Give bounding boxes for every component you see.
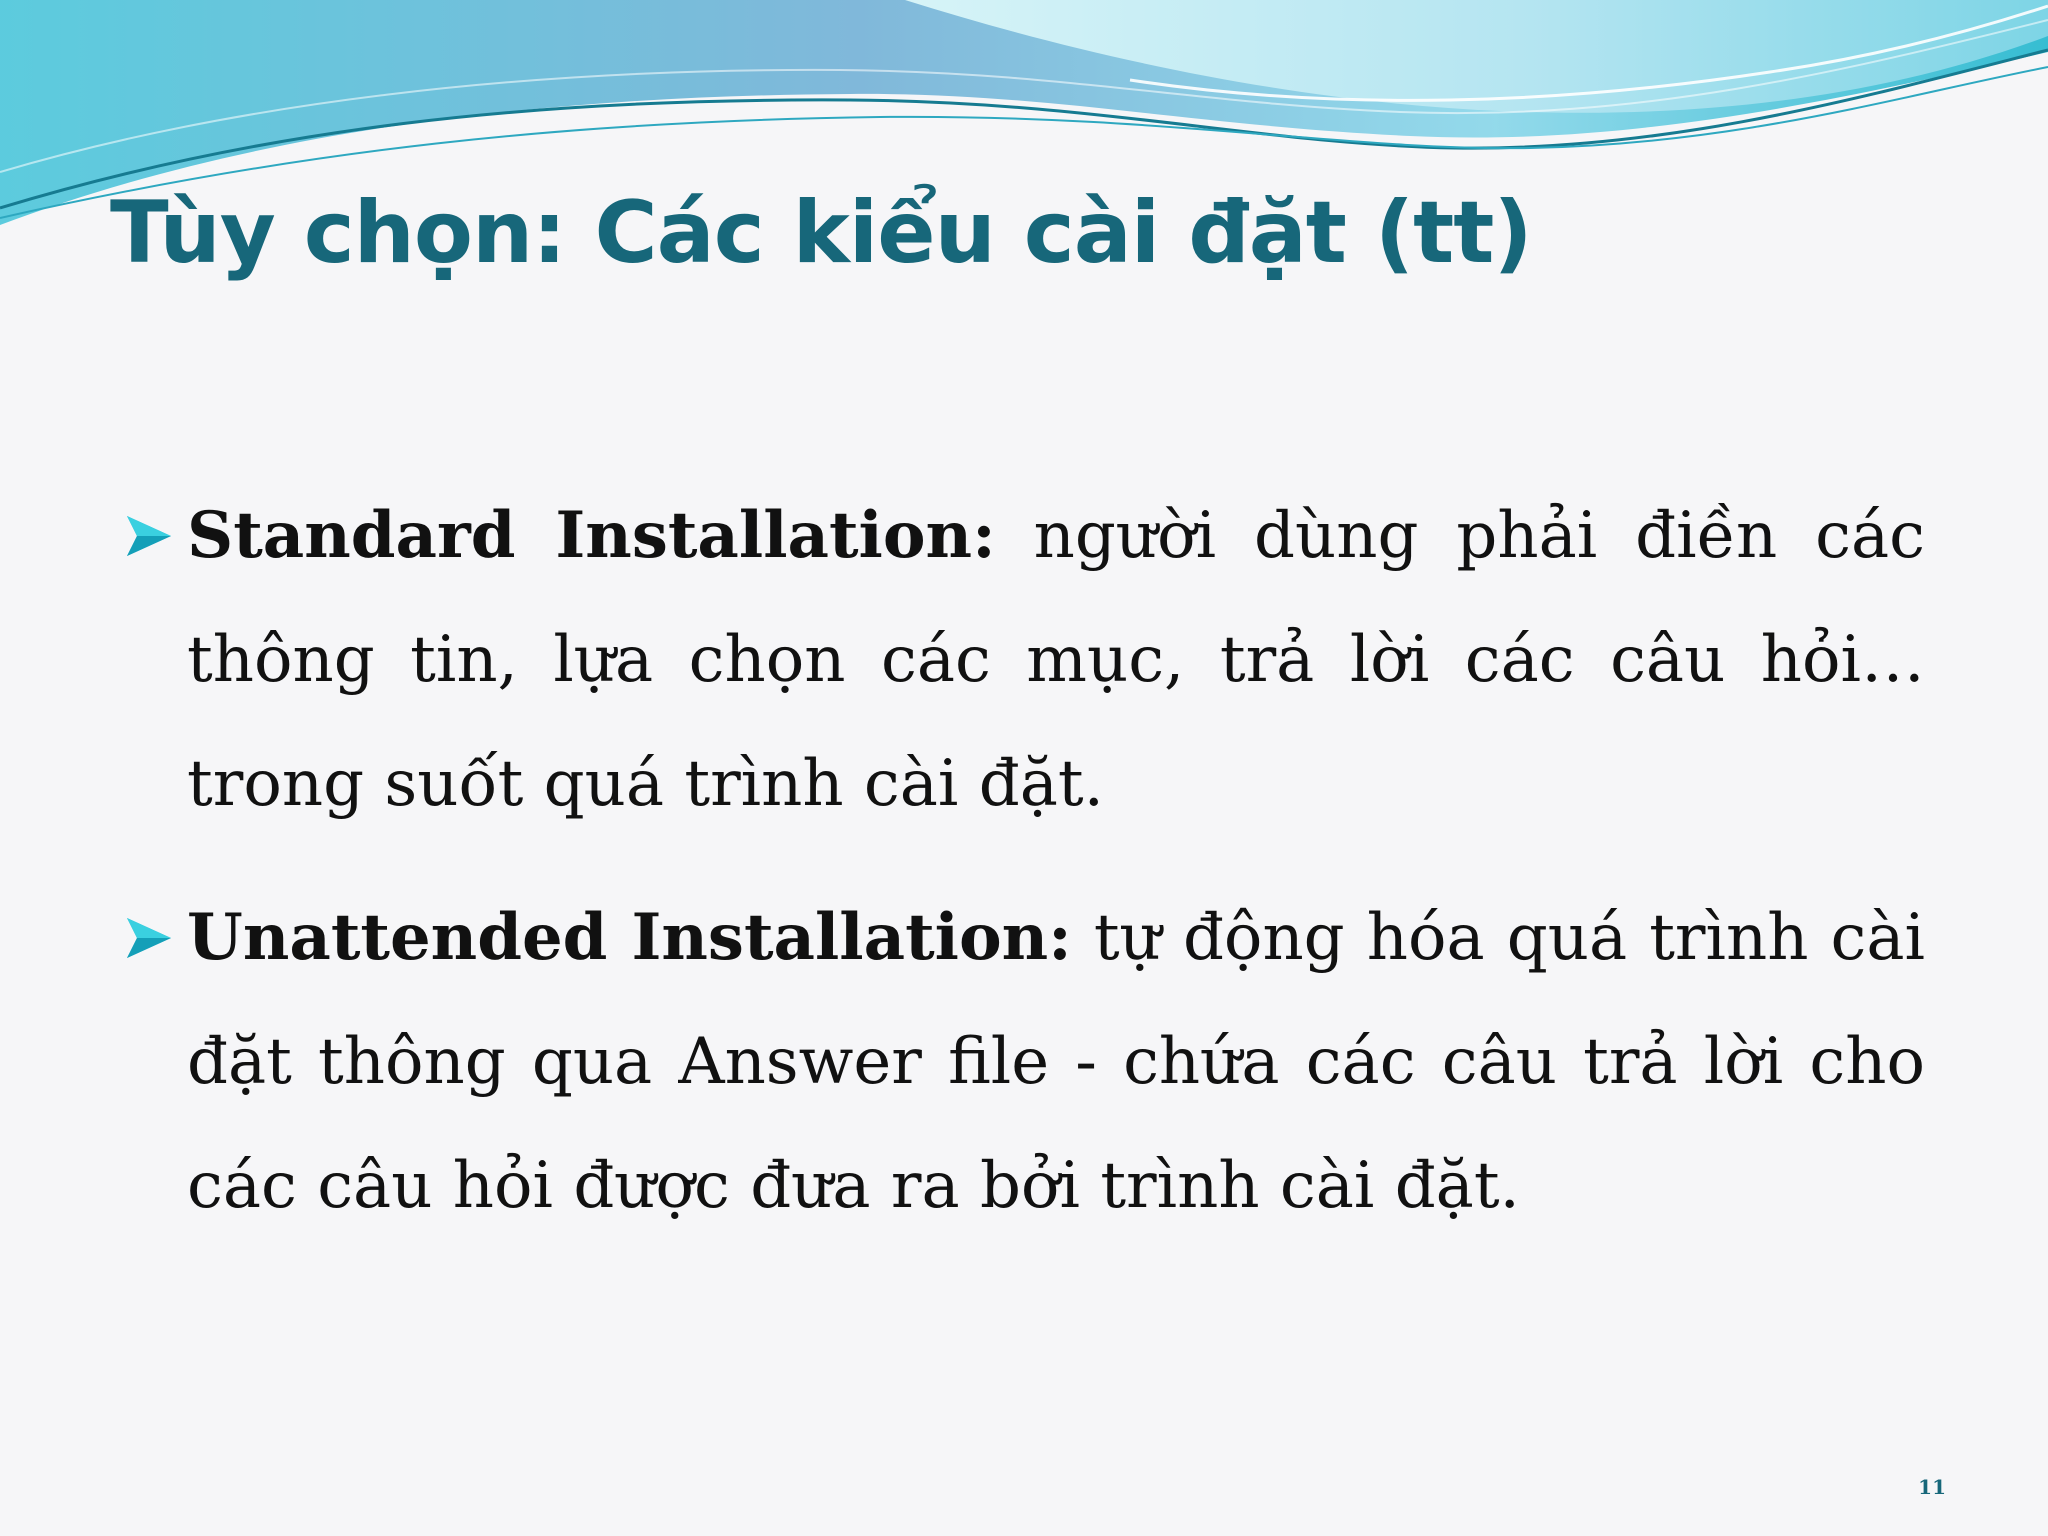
bullet-unattended-installation xyxy=(125,876,1925,1248)
slide-title: Tùy chọn: Các kiểu cài đặt (tt) xyxy=(110,183,1532,283)
arrow-bullet-icon xyxy=(125,916,173,960)
bullet-list xyxy=(125,410,1925,1248)
arrow-bullet-icon xyxy=(125,514,173,558)
bullet-standard-installation xyxy=(125,474,1925,846)
bullet-term: Unattended Installation: xyxy=(187,900,1072,975)
bullet-text: người dùng phải điền các thông tin, lựa chọn các mục, trả lời các câu hỏi… trong suốt quá trình cài đặt. xyxy=(187,499,1926,821)
bullet-term: Standard Installation: xyxy=(187,498,996,573)
bullet-text: tự động hóa quá trình cài đặt thông qua Answer file - chứa các câu trả lời cho các câu hỏi được đưa ra bởi trình cài đặt. xyxy=(187,901,1926,1223)
page-number: 11 xyxy=(1918,1475,1946,1499)
